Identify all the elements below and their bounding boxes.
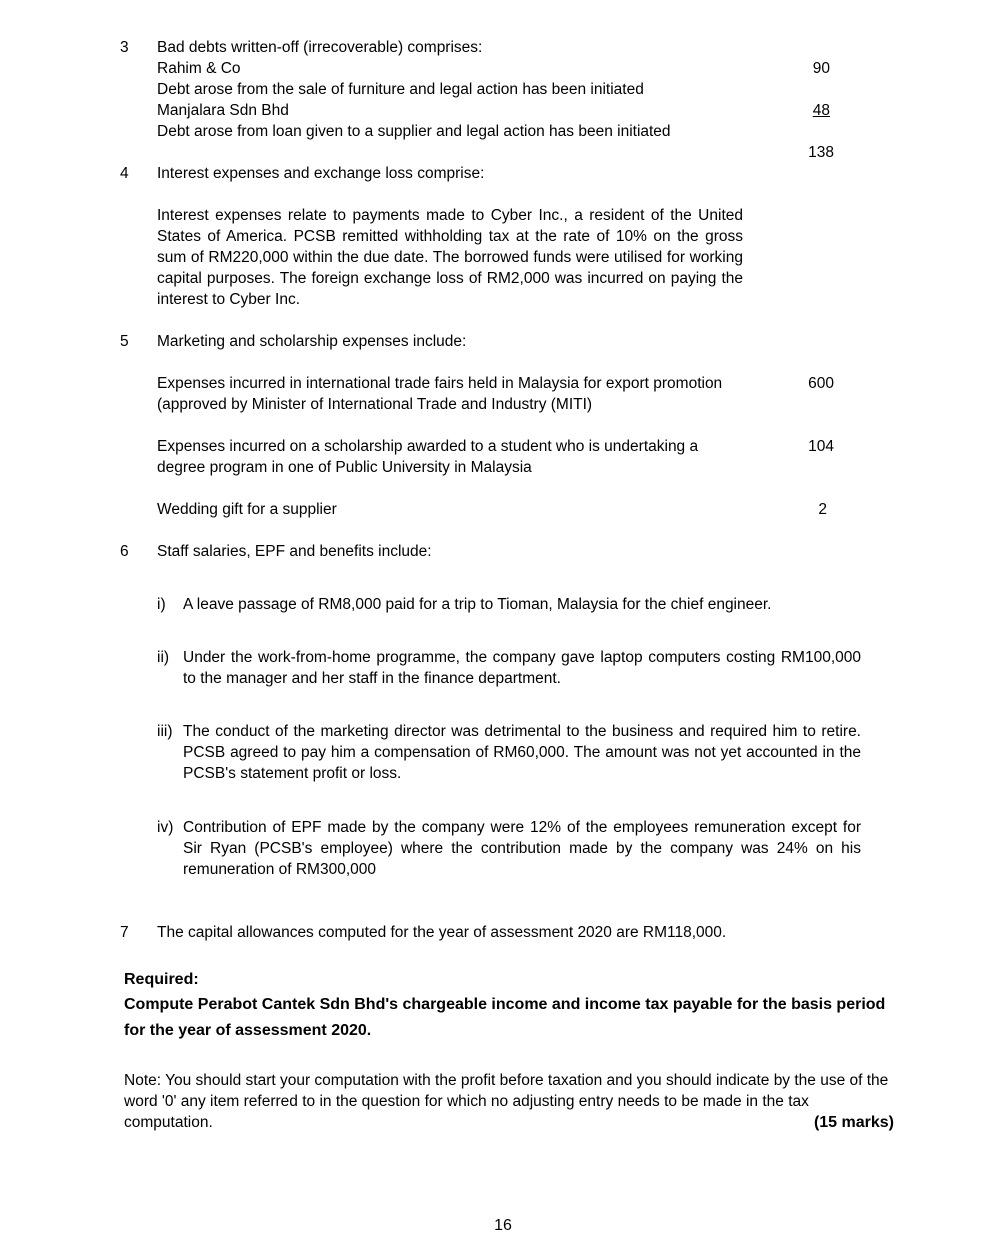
item-7-text: The capital allowances computed for the year of assessment 2020 are RM118,000. [157, 924, 727, 941]
sub-item-iii-text: The conduct of the marketing director was detrimental to the business and required him to retire. PCSB agreed to pay him a compensation of RM60,000. The amount was not yet accounted in the PCSB's statement profit or loss. [183, 723, 861, 782]
sub-item-iv-label: iv) [157, 819, 174, 836]
required-body: Compute Perabot Cantek Sdn Bhd's chargeable income and income tax payable for the basis period for the year of assessment 2020. [124, 996, 886, 1039]
sub-item-ii-label: ii) [157, 649, 170, 666]
item-6-title: Staff salaries, EPF and benefits include: [157, 543, 432, 560]
item-3-number: 3 [120, 39, 129, 56]
page-number: 16 [494, 1217, 512, 1234]
sub-item-iv-text: Contribution of EPF made by the company were 12% of the employees remuneration except for Sir Ryan (PCSB's employee) where the contribution made by the company was 24% on his remuneration of RM300,000 [183, 819, 861, 878]
trade-fairs-amount: 600 [808, 375, 834, 392]
item-7-number: 7 [120, 924, 129, 941]
scholarship-amount: 104 [808, 438, 834, 455]
manjalara-amount: 48 [812, 102, 830, 119]
item-4-title: Interest expenses and exchange loss comprise: [157, 165, 485, 182]
marks: (15 marks) [813, 1114, 894, 1131]
scholarship-description: Expenses incurred on a scholarship awarded to a student who is undertaking a degree program in one of Public University in Malaysia [157, 438, 699, 476]
item-6-number: 6 [120, 543, 129, 560]
required-heading: Required: [124, 971, 199, 988]
sub-item-iii-label: iii) [157, 723, 173, 740]
bad-debts-total: 138 [808, 144, 834, 161]
sub-item-i-label: i) [157, 596, 166, 613]
manjalara-name: Manjalara Sdn Bhd [157, 102, 289, 119]
manjalara-description: Debt arose from loan given to a supplier and legal action has been initiated [157, 123, 671, 140]
item-5-title: Marketing and scholarship expenses include: [157, 333, 467, 350]
note-text: Note: You should start your computation with the profit before taxation and you should indicate by the use of the word '0' any item referred to in the question for which no adjusting entry needs to be made in the tax computation. [124, 1072, 889, 1131]
rahim-amount: 90 [812, 60, 830, 77]
wedding-gift-description: Wedding gift for a supplier [157, 501, 337, 518]
rahim-name: Rahim & Co [157, 60, 241, 77]
item-4-paragraph: Interest expenses relate to payments made to Cyber Inc., a resident of the United States of America. PCSB remitted withholding tax at the rate of 10% on the gross sum of RM220,000 within the due date. The borrowed funds were utilised for working capital purposes. The foreign exchange loss of RM2,000 was incurred on paying the interest to Cyber Inc. [157, 207, 743, 308]
rahim-description: Debt arose from the sale of furniture and legal action has been initiated [157, 81, 644, 98]
wedding-gift-amount: 2 [818, 501, 827, 518]
sub-item-ii-text: Under the work-from-home programme, the company gave laptop computers costing RM100,000 to the manager and her staff in the finance department. [183, 649, 861, 687]
item-4-number: 4 [120, 165, 129, 182]
trade-fairs-description: Expenses incurred in international trade fairs held in Malaysia for export promotion (approved by Minister of International Trade and Industry (MITI) [157, 375, 723, 413]
item-5-number: 5 [120, 333, 129, 350]
item-3-title: Bad debts written-off (irrecoverable) comprises: [157, 39, 483, 56]
sub-item-i-text: A leave passage of RM8,000 paid for a trip to Tioman, Malaysia for the chief engineer. [183, 596, 772, 613]
